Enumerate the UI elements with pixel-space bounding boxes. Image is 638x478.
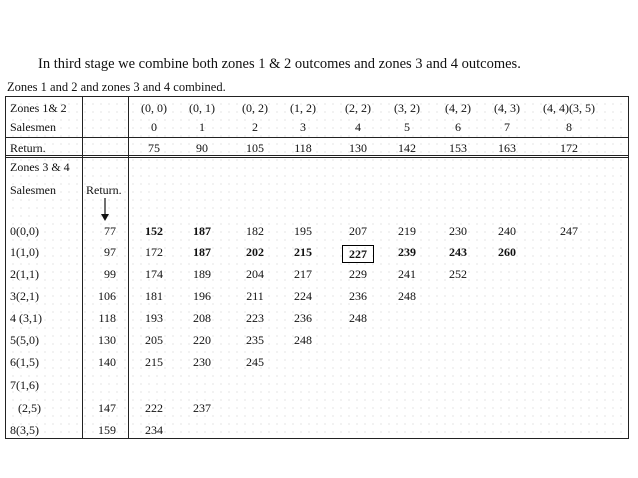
col-divider-2: [128, 97, 129, 438]
table-cell: 229: [349, 267, 367, 281]
table-cell: 240: [498, 224, 516, 238]
table-cell: 248: [349, 311, 367, 325]
row-return: 77: [104, 224, 116, 238]
header-return-value: 105: [246, 141, 264, 155]
table-cell: 193: [145, 311, 163, 325]
table-cell: 239: [398, 245, 416, 259]
return-header-label: Return.: [10, 141, 46, 155]
header-return-value: 118: [294, 141, 312, 155]
row-return: 106: [98, 289, 116, 303]
row-label: 6(1,5): [10, 355, 39, 369]
header-return-value: 172: [560, 141, 578, 155]
header-salesmen-count: 8: [566, 120, 572, 134]
table-cell: 195: [294, 224, 312, 238]
table-cell: 227: [342, 245, 374, 263]
row-return: 159: [98, 423, 116, 437]
table-cell: 187: [193, 245, 211, 259]
salesmen-header-label: Salesmen: [10, 120, 56, 134]
row-label: (2,5): [18, 401, 41, 415]
table-cell: 172: [145, 245, 163, 259]
header-allocation: (0, 1): [189, 101, 215, 115]
row-label: 0(0,0): [10, 224, 39, 238]
table-cell: 223: [246, 311, 264, 325]
header-salesmen-count: 7: [504, 120, 510, 134]
header-salesmen-count: 6: [455, 120, 461, 134]
row-divider-1: [6, 137, 628, 138]
row-return: 118: [98, 311, 116, 325]
header-allocation: (1, 2): [290, 101, 316, 115]
table-cell: 230: [449, 224, 467, 238]
col-divider-1: [82, 97, 83, 438]
header-allocation: (0, 0): [141, 101, 167, 115]
header-salesmen-count: 4: [355, 120, 361, 134]
table-cell: 247: [560, 224, 578, 238]
header-return-value: 75: [148, 141, 160, 155]
header-return-value: 163: [498, 141, 516, 155]
table-cell: 215: [145, 355, 163, 369]
intro-text: In third stage we combine both zones 1 & 2 outcomes and zones 3 and 4 outcomes.: [38, 56, 521, 72]
header-salesmen-count: 5: [404, 120, 410, 134]
row-label: 4 (3,1): [10, 311, 42, 325]
table-cell: 222: [145, 401, 163, 415]
header-allocation: (4, 3): [494, 101, 520, 115]
table-cell: 211: [246, 289, 264, 303]
table-cell: 236: [349, 289, 367, 303]
row-return: 99: [104, 267, 116, 281]
table-cell: 245: [246, 355, 264, 369]
table-cell: 219: [398, 224, 416, 238]
header-salesmen-count: 2: [252, 120, 258, 134]
table-cell: 189: [193, 267, 211, 281]
table-cell: 205: [145, 333, 163, 347]
row-divider-double: [6, 155, 628, 158]
table-cell: 152: [145, 224, 163, 238]
table-cell: 174: [145, 267, 163, 281]
row-return: 140: [98, 355, 116, 369]
row-label: 7(1,6): [10, 378, 39, 392]
table-cell: 248: [398, 289, 416, 303]
table-cell: 236: [294, 311, 312, 325]
header-return-value: 130: [349, 141, 367, 155]
table-cell: 220: [193, 333, 211, 347]
row-return: 147: [98, 401, 116, 415]
return-side-label: Return.: [86, 183, 122, 197]
down-arrow-icon: [100, 198, 110, 222]
row-return: 130: [98, 333, 116, 347]
table-cell: 204: [246, 267, 264, 281]
header-allocation: (4, 2): [445, 101, 471, 115]
zones-1-2-label: Zones 1& 2: [10, 101, 67, 115]
table-cell: 248: [294, 333, 312, 347]
table-cell: 234: [145, 423, 163, 437]
row-label: 1(1,0): [10, 245, 39, 259]
header-allocation: (4, 4)(3, 5): [543, 101, 595, 115]
header-return-value: 142: [398, 141, 416, 155]
header-return-value: 153: [449, 141, 467, 155]
header-allocation: (0, 2): [242, 101, 268, 115]
table-cell: 237: [193, 401, 211, 415]
table-cell: 260: [498, 245, 516, 259]
table-cell: 182: [246, 224, 264, 238]
row-label: 8(3,5): [10, 423, 39, 437]
table-cell: 187: [193, 224, 211, 238]
header-salesmen-count: 1: [199, 120, 205, 134]
zones-3-4-label: Zones 3 & 4: [10, 160, 70, 174]
table-cell: 230: [193, 355, 211, 369]
header-salesmen-count: 0: [151, 120, 157, 134]
table-cell: 235: [246, 333, 264, 347]
header-return-value: 90: [196, 141, 208, 155]
row-return: 97: [104, 245, 116, 259]
header-salesmen-count: 3: [300, 120, 306, 134]
table-subtitle: Zones 1 and 2 and zones 3 and 4 combined.: [7, 80, 226, 94]
salesmen-side-label: Salesmen: [10, 183, 56, 197]
row-label: 5(5,0): [10, 333, 39, 347]
table-cell: 241: [398, 267, 416, 281]
table-cell: 208: [193, 311, 211, 325]
table-cell: 215: [294, 245, 312, 259]
table-cell: 243: [449, 245, 467, 259]
table-cell: 202: [246, 245, 264, 259]
table-cell: 181: [145, 289, 163, 303]
table-cell: 224: [294, 289, 312, 303]
table-cell: 252: [449, 267, 467, 281]
header-allocation: (2, 2): [345, 101, 371, 115]
table-cell: 217: [294, 267, 312, 281]
table-cell: 196: [193, 289, 211, 303]
row-label: 3(2,1): [10, 289, 39, 303]
combined-table: [5, 96, 629, 439]
header-allocation: (3, 2): [394, 101, 420, 115]
row-label: 2(1,1): [10, 267, 39, 281]
table-cell: 207: [349, 224, 367, 238]
